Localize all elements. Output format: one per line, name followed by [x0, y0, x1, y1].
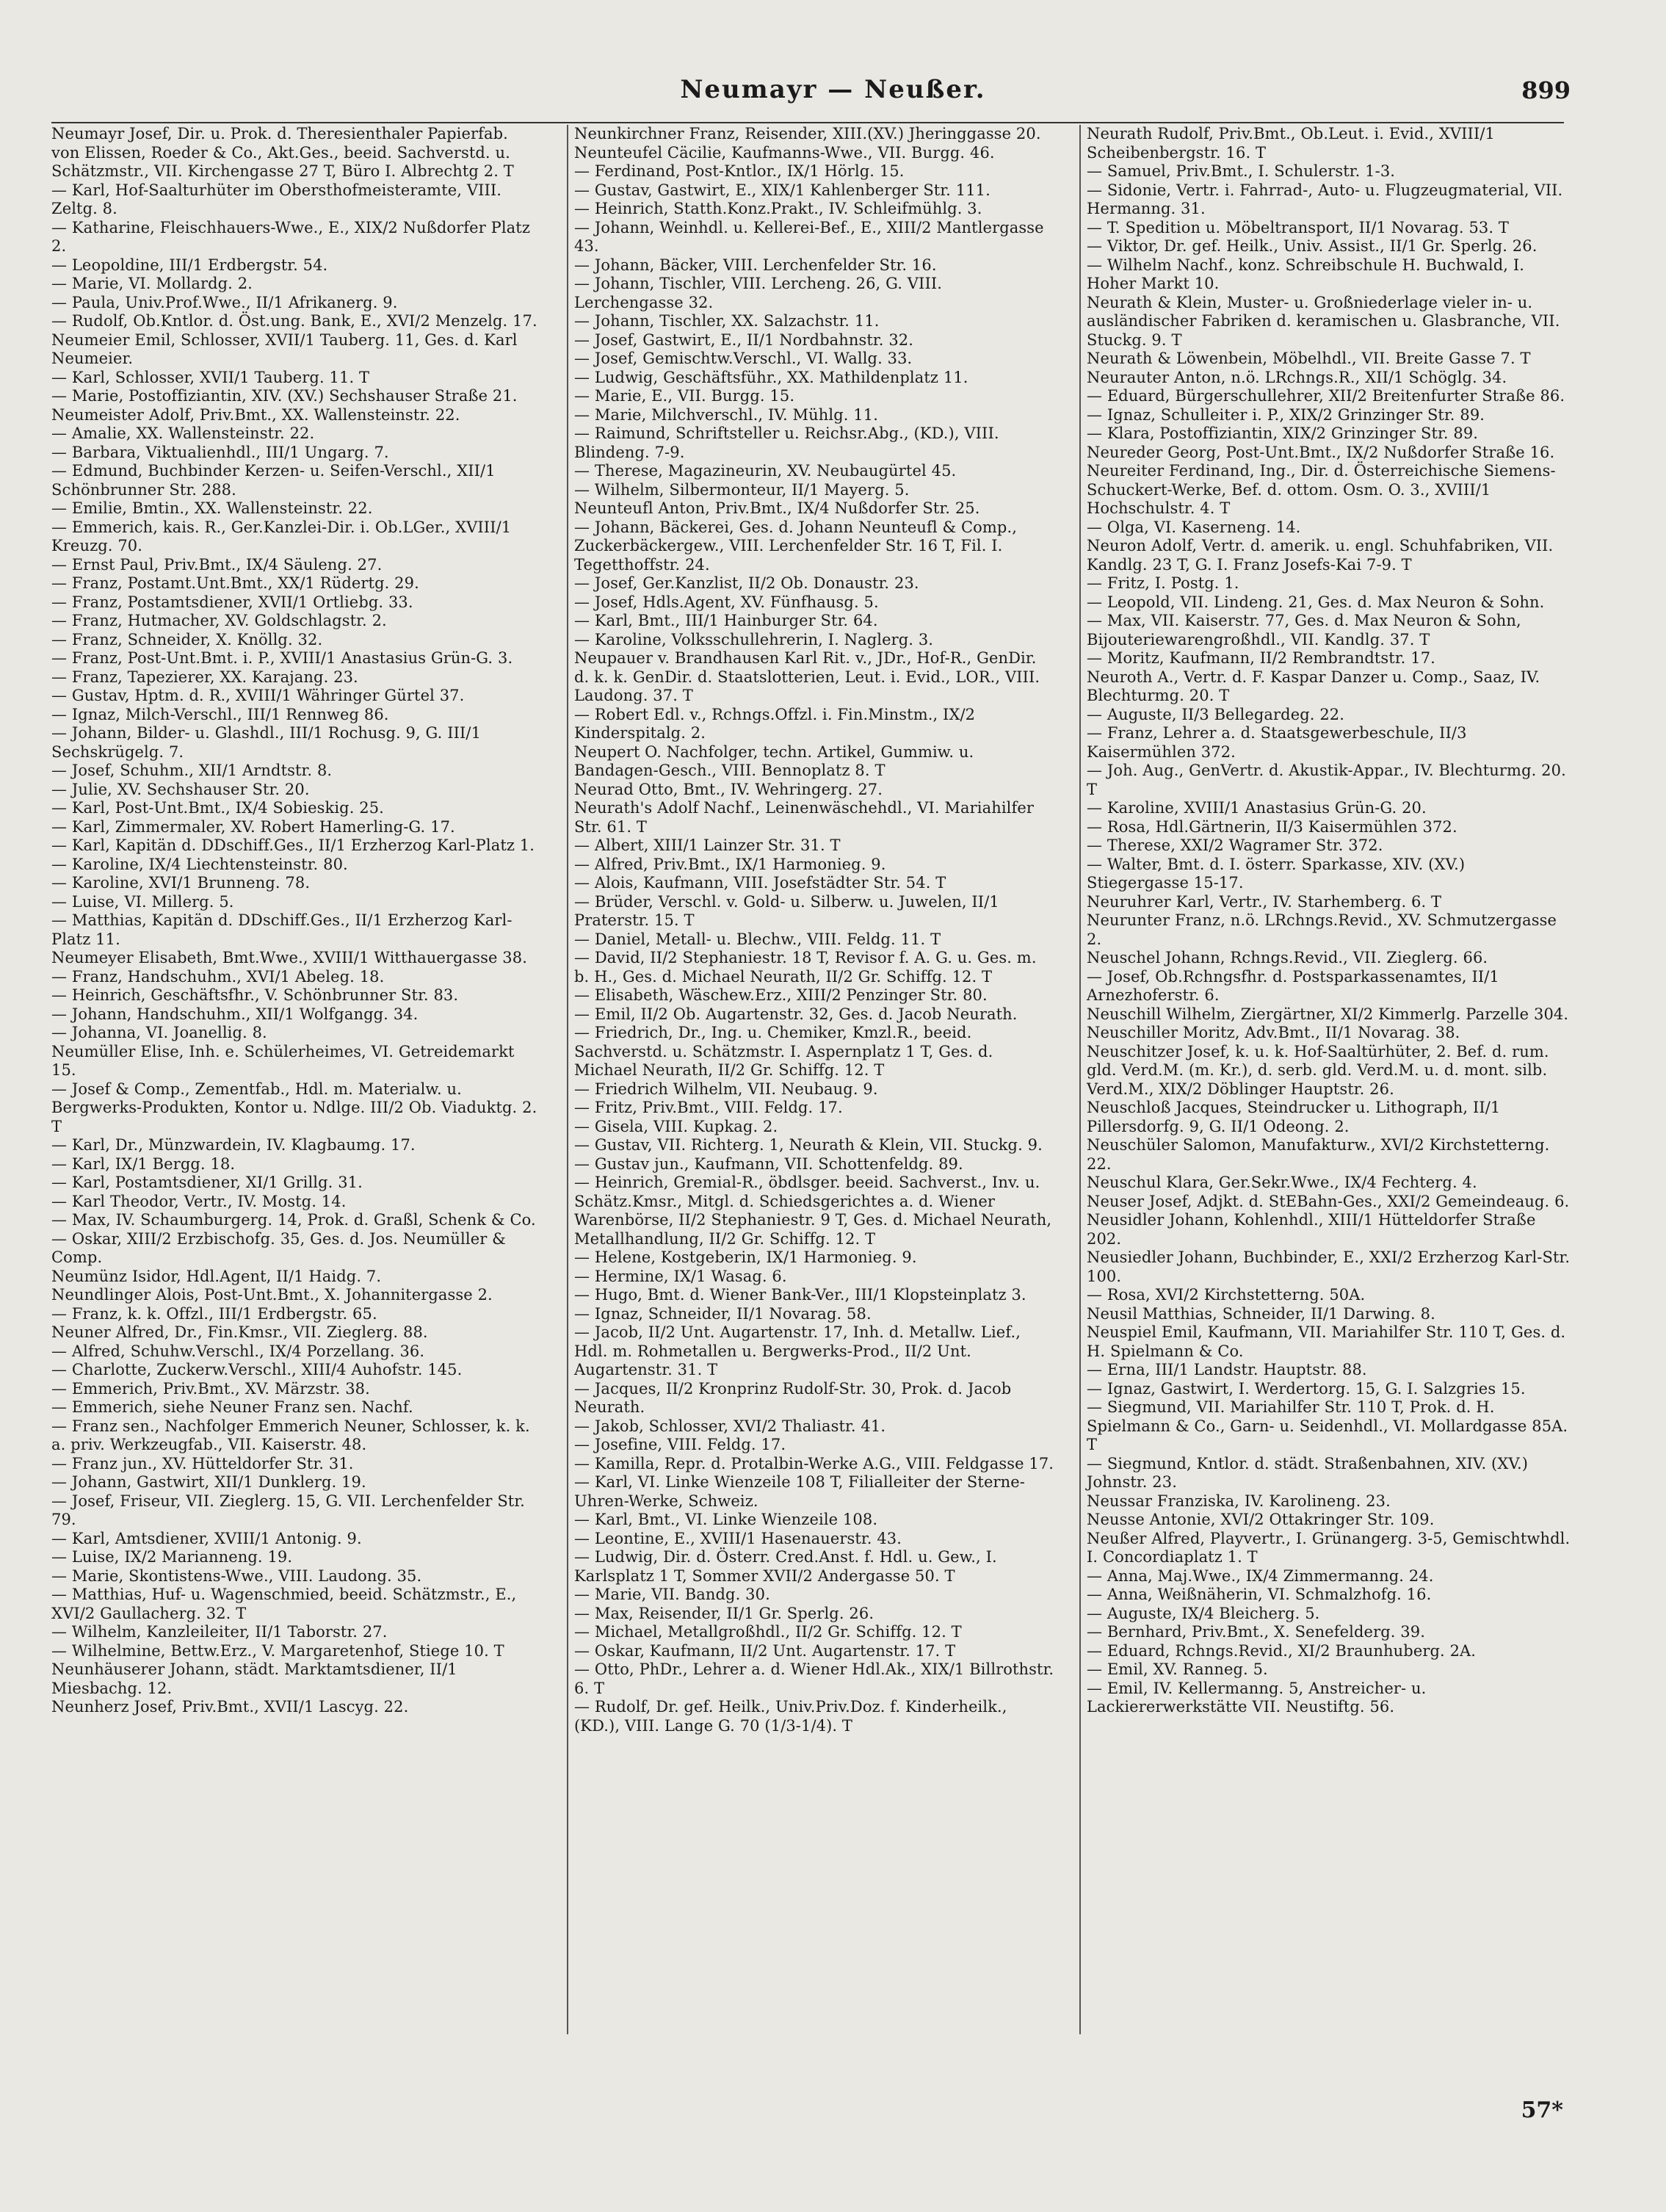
directory-entry: — Matthias, Kapitän d. DDschiff.Ges., II/1 Erzherzog Karl-Platz 11. [51, 911, 513, 948]
directory-entry: Neumayr Josef, Dir. u. Prok. d. Theresienthaler Papierfab. von Elissen, Roeder & Co., Akt.Ges., beeid. Sachverstd. u. Schätzmstr., VII. Kirchengasse 27 T, Büro I. Albrechtg 2. T [51, 125, 514, 180]
directory-entry: — Moritz, Kaufmann, II/2 Rembrandtstr. 17. [1087, 649, 1435, 667]
directory-entry: Neussar Franziska, IV. Karolineng. 23. [1087, 1492, 1391, 1510]
directory-entry: Neumeier Emil, Schlosser, XVII/1 Tauberg. 11, Ges. d. Karl Neumeier. [51, 330, 518, 367]
directory-entry: — Auguste, IX/4 Bleicherg. 5. [1087, 1604, 1320, 1622]
directory-entry: — Franz jun., XV. Hütteldorfer Str. 31. [51, 1454, 354, 1472]
directory-entry: — Julie, XV. Sechshauser Str. 20. [51, 780, 310, 798]
directory-entry: Neusil Matthias, Schneider, II/1 Darwing. 8. [1087, 1304, 1435, 1323]
directory-entry: — Johann, Bilder- u. Glashdl., III/1 Rochusg. 9, G. III/1 Sechskrügelg. 7. [51, 724, 482, 761]
directory-entry: Neurath Rudolf, Priv.Bmt., Ob.Leut. i. Evid., XVIII/1 Scheibenbergstr. 16. T [1087, 125, 1495, 162]
directory-entry: — Siegmund, VII. Mariahilfer Str. 110 T, Prok. d. H. Spielmann & Co., Garn- u. Seidenhdl., VI. Mollardgasse 85A. T [1087, 1398, 1568, 1453]
directory-entry: — Emmerich, kais. R., Ger.Kanzlei-Dir. i. Ob.LGer., XVIII/1 Kreuzg. 70. [51, 518, 512, 554]
directory-entry: — Rosa, Hdl.Gärtnerin, II/3 Kaisermühlen 372. [1087, 817, 1457, 836]
directory-entry: — Karl, IX/1 Bergg. 18. [51, 1154, 236, 1173]
directory-entry: — Oskar, XIII/2 Erzbischofg. 35, Ges. d. Jos. Neumüller & Comp. [51, 1229, 506, 1266]
directory-entry: — Karl, Bmt., VI. Linke Wienzeile 108. [574, 1511, 878, 1528]
directory-entry: — Paula, Univ.Prof.Wwe., II/1 Afrikanerg. 9. [51, 293, 398, 311]
directory-entry: — Ludwig, Dir. d. Österr. Cred.Anst. f. Hdl. u. Gew., I. Karlsplatz 1 T, Sommer XVII/2 Andergasse 50. T [574, 1548, 997, 1585]
directory-entry: — Ignaz, Schneider, II/1 Novarag. 58. [574, 1304, 872, 1323]
directory-entry: — David, II/2 Stephaniestr. 18 T, Revisor f. A. G. u. Ges. m. b. H., Ges. d. Michael Neurath, II/2 Gr. Schiffg. 12. T [574, 949, 1037, 986]
column-2 [567, 125, 1056, 2034]
directory-columns [51, 125, 1571, 2034]
directory-entry: — Klara, Postoffiziantin, XIX/2 Grinzinger Str. 89. [1087, 424, 1479, 442]
directory-entry: — Sidonie, Vertr. i. Fahrrad-, Auto- u. Flugzeugmaterial, VII. Hermanng. 31. [1087, 181, 1563, 217]
directory-entry: — Wilhelmine, Bettw.Erz., V. Margaretenhof, Stiege 10. T [51, 1641, 504, 1660]
directory-entry: — Leontine, E., XVIII/1 Hasenauerstr. 43. [574, 1529, 902, 1547]
directory-entry: Neußer Alfred, Playvertr., I. Grünangerg. 3-5, Gemischtwhdl. I. Concordiaplatz 1. T [1087, 1529, 1571, 1566]
directory-entry: — Johann, Bäckerei, Ges. d. Johann Neunteufl & Comp., Zuckerbäckergew., VIII. Lerchenfelder Str. 16 T, Fil. I. Tegetthoffstr. 24. [574, 518, 1018, 574]
directory-entry: — Johann, Tischler, XX. Salzachstr. 11. [574, 312, 880, 330]
directory-entry: Neurad Otto, Bmt., IV. Wehringerg. 27. [574, 780, 883, 798]
directory-entry: — Max, VII. Kaiserstr. 77, Ges. d. Max Neuron & Sohn, Bijouteriewarengroßhdl., VII. Kandlg. 37. T [1087, 612, 1521, 648]
directory-entry: — Heinrich, Gremial-R., öbdlsger. beeid. Sachverst., Inv. u. Schätz.Kmsr., Mitgl. d. Schiedsgerichtes a. d. Wiener Warenbörse, II/2 Stephaniestr. 9 T, Ges. d. Michael Neurath, Metallhandlung, II/2 Gr. Schiffg. 12. T [574, 1174, 1052, 1248]
directory-entry: Neusiedler Johann, Buchbinder, E., XXI/2 Erzherzog Karl-Str. 100. [1087, 1248, 1571, 1285]
page-header [0, 68, 1666, 112]
directory-entry: — Karl, Amtsdiener, XVIII/1 Antonig. 9. [51, 1529, 362, 1547]
directory-entry: — Fritz, I. Postg. 1. [1087, 574, 1239, 592]
directory-entry: — Hugo, Bmt. d. Wiener Bank-Ver., III/1 Klopsteinplatz 3. [574, 1286, 1026, 1304]
directory-entry: — Jakob, Schlosser, XVI/2 Thaliastr. 41. [574, 1417, 886, 1435]
directory-entry: — Emmerich, Priv.Bmt., XV. Märzstr. 38. [51, 1379, 370, 1398]
directory-entry: — Gustav, Gastwirt, E., XIX/1 Kahlenberger Str. 111. [574, 181, 990, 199]
directory-entry: — Franz, Hutmacher, XV. Goldschlagstr. 2. [51, 612, 387, 629]
directory-entry: — Wilhelm, Kanzleileiter, II/1 Taborstr. 27. [51, 1623, 388, 1641]
directory-entry: Neuner Alfred, Dr., Fin.Kmsr., VII. Zieglerg. 88. [51, 1323, 428, 1341]
directory-entry: — Kamilla, Repr. d. Protalbin-Werke A.G., VIII. Feldgasse 17. [574, 1454, 1054, 1472]
directory-entry: — Ferdinand, Post-Kntlor., IX/1 Hörlg. 15. [574, 162, 905, 180]
directory-entry: — Franz, Postamt.Unt.Bmt., XX/1 Rüdertg. 29. [51, 574, 419, 592]
directory-entry: — Otto, PhDr., Lehrer a. d. Wiener Hdl.Ak., XIX/1 Billrothstr. 6. T [574, 1660, 1054, 1697]
directory-entry: — Daniel, Metall- u. Blechw., VIII. Feldg. 11. T [574, 930, 941, 948]
directory-entry: Neusidler Johann, Kohlenhdl., XIII/1 Hütteldorfer Straße 202. [1087, 1211, 1536, 1248]
directory-entry: — Emil, II/2 Ob. Augartenstr. 32, Ges. d. Jacob Neurath. [574, 1005, 1018, 1023]
directory-entry: — Emmerich, siehe Neuner Franz sen. Nachf. [51, 1398, 413, 1416]
directory-entry: Neunteufl Anton, Priv.Bmt., IX/4 Nußdorfer Str. 25. [574, 499, 980, 517]
directory-entry: — Karl, Hof-Saalturhüter im Obersthofmeisteramte, VIII. Zeltg. 8. [51, 181, 502, 217]
directory-entry: — Josef, Ob.Rchngsfhr. d. Postsparkassenamtes, II/1 Arnezhoferstr. 6. [1087, 967, 1499, 1004]
directory-entry: — Karl, Zimmermaler, XV. Robert Hamerling-G. 17. [51, 817, 455, 836]
directory-entry: — Emilie, Bmtin., XX. Wallensteinstr. 22. [51, 499, 373, 517]
directory-entry: — Elisabeth, Wäschew.Erz., XIII/2 Penzinger Str. 80. [574, 986, 988, 1004]
directory-entry: Neumüller Elise, Inh. e. Schülerheimes, VI. Getreidemarkt 15. [51, 1042, 515, 1079]
directory-entry: — Samuel, Priv.Bmt., I. Schulerstr. 1-3. [1087, 162, 1396, 180]
directory-entry: — Max, IV. Schaumburgerg. 14, Prok. d. Graßl, Schenk & Co. [51, 1211, 536, 1229]
directory-entry: Neuschul Klara, Ger.Sekr.Wwe., IX/4 Fechterg. 4. [1087, 1174, 1477, 1191]
directory-entry: — Therese, Magazineurin, XV. Neubaugürtel 45. [574, 462, 957, 480]
directory-entry: — Albert, XIII/1 Lainzer Str. 31. T [574, 836, 841, 854]
page-title: Neumayr — Neußer. [680, 75, 986, 104]
directory-entry: Neurath & Löwenbein, Möbelhdl., VII. Breite Gasse 7. T [1087, 350, 1531, 367]
directory-entry: — Gisela, VIII. Kupkag. 2. [574, 1117, 778, 1135]
directory-entry: Neunkirchner Franz, Reisender, XIII.(XV.) Jheringgasse 20. [574, 125, 1041, 142]
directory-entry: — Karl, Dr., Münzwardein, IV. Klagbaumg. 17. [51, 1136, 416, 1154]
directory-entry: — Ernst Paul, Priv.Bmt., IX/4 Säuleng. 27. [51, 555, 383, 574]
directory-entry: — Gustav, VII. Richterg. 1, Neurath & Klein, VII. Stuckg. 9. [574, 1136, 1043, 1154]
directory-entry: — Hermine, IX/1 Wasag. 6. [574, 1267, 787, 1285]
directory-entry: — Wilhelm Nachf., konz. Schreibschule H. Buchwald, I. Hoher Markt 10. [1087, 256, 1525, 292]
directory-entry: Neuroth A., Vertr. d. F. Kaspar Danzer u. Comp., Saaz, IV. Blechturmg. 20. T [1087, 668, 1540, 704]
directory-entry: Neupert O. Nachfolger, techn. Artikel, Gummiw. u. Bandagen-Gesch., VIII. Bennoplatz 8. T [574, 742, 974, 779]
directory-entry: — Karl, Bmt., III/1 Hainburger Str. 64. [574, 612, 878, 629]
directory-entry: — Fritz, Priv.Bmt., VIII. Feldg. 17. [574, 1099, 843, 1116]
directory-entry: — Robert Edl. v., Rchngs.Offzl. i. Fin.Minstm., IX/2 Kinderspitalg. 2. [574, 705, 976, 742]
directory-entry: Neunhäuserer Johann, städt. Marktamtsdiener, II/1 Miesbachg. 12. [51, 1660, 457, 1697]
directory-entry: — Barbara, Viktualienhdl., III/1 Ungarg. 7. [51, 443, 389, 461]
header-rule [51, 122, 1564, 123]
directory-entry: Neuruhrer Karl, Vertr., IV. Starhemberg. 6. T [1087, 892, 1442, 911]
directory-entry: — Franz, Post-Unt.Bmt. i. P., XVIII/1 Anastasius Grün-G. 3. [51, 649, 513, 667]
directory-entry: — Marie, Milchverschl., IV. Mühlg. 11. [574, 405, 878, 424]
directory-entry: — Franz, Handschuhm., XVI/1 Abeleg. 18. [51, 967, 385, 986]
directory-entry: — Marie, Skontistens-Wwe., VIII. Laudong. 35. [51, 1566, 422, 1585]
directory-entry: — Marie, VI. Mollardg. 2. [51, 275, 253, 292]
directory-entry: — Josef, Schuhm., XII/1 Arndtstr. 8. [51, 762, 333, 779]
directory-entry: — Rudolf, Ob.Kntlor. d. Öst.ung. Bank, E., XVI/2 Menzelg. 17. [51, 312, 537, 330]
directory-entry: — Alois, Kaufmann, VIII. Josefstädter Str. 54. T [574, 874, 946, 892]
directory-entry: — Karl, Post-Unt.Bmt., IX/4 Sobieskig. 25. [51, 799, 384, 817]
directory-entry: — Joh. Aug., GenVertr. d. Akustik-Appar., IV. Blechturmg. 20. T [1087, 762, 1566, 798]
directory-entry: Neundlinger Alois, Post-Unt.Bmt., X. Johannitergasse 2. [51, 1286, 493, 1304]
sheet-signature: 57* [1521, 2097, 1563, 2123]
directory-entry: — Johanna, VI. Joanellig. 8. [51, 1024, 267, 1041]
directory-entry: — Franz, Lehrer a. d. Staatsgewerbeschule, II/3 Kaisermühlen 372. [1087, 724, 1467, 761]
directory-entry: — Alfred, Schuhw.Verschl., IX/4 Porzellang. 36. [51, 1342, 425, 1360]
directory-entry: — Karl, Postamtsdiener, XI/1 Grillg. 31. [51, 1174, 363, 1191]
directory-entry: Neurunter Franz, n.ö. LRchngs.Revid., XV. Schmutzergasse 2. [1087, 911, 1557, 948]
directory-entry: — Gustav, Hptm. d. R., XVIII/1 Währinger Gürtel 37. [51, 687, 465, 704]
directory-entry: Neuschel Johann, Rchngs.Revid., VII. Zieglerg. 66. [1087, 949, 1488, 966]
directory-entry: — Marie, Postoffiziantin, XIV. (XV.) Sechshauser Straße 21. [51, 387, 518, 405]
directory-entry: — Matthias, Huf- u. Wagenschmied, beeid. Schätzmstr., E., XVI/2 Gaullacherg. 32. T [51, 1586, 517, 1622]
directory-entry: — Eduard, Rchngs.Revid., XI/2 Braunhuberg. 2A. [1087, 1641, 1477, 1660]
directory-entry: — Heinrich, Statth.Konz.Prakt., IV. Schleifmühlg. 3. [574, 200, 982, 217]
directory-entry: — Leopold, VII. Lindeng. 21, Ges. d. Max Neuron & Sohn. [1087, 593, 1545, 611]
directory-entry: — Bernhard, Priv.Bmt., X. Senefelderg. 39. [1087, 1623, 1426, 1641]
directory-entry: — Ignaz, Milch-Verschl., III/1 Rennweg 86. [51, 705, 389, 723]
directory-entry: — Karl Theodor, Vertr., IV. Mostg. 14. [51, 1192, 347, 1210]
directory-entry: — Gustav jun., Kaufmann, VII. Schottenfeldg. 89. [574, 1154, 963, 1173]
directory-entry: — Johann, Handschuhm., XII/1 Wolfgangg. 34. [51, 1005, 419, 1023]
directory-entry: — Leopoldine, III/1 Erdbergstr. 54. [51, 256, 328, 274]
directory-entry: — Ignaz, Gastwirt, I. Werdertorg. 15, G. I. Salzgries 15. [1087, 1379, 1526, 1398]
column-3 [1079, 125, 1571, 2034]
directory-entry: — Michael, Metallgroßhdl., II/2 Gr. Schiffg. 12. T [574, 1623, 962, 1641]
directory-entry: Neuser Josef, Adjkt. d. StEBahn-Ges., XXI/2 Gemeindeaug. 6. [1087, 1192, 1570, 1210]
directory-entry: — Franz, Postamtsdiener, XVII/1 Ortliebg. 33. [51, 593, 413, 611]
directory-entry: — Edmund, Buchbinder Kerzen- u. Seifen-Verschl., XII/1 Schönbrunner Str. 288. [51, 462, 496, 499]
directory-entry: — Therese, XXI/2 Wagramer Str. 372. [1087, 836, 1383, 854]
directory-entry: Neumeyer Elisabeth, Bmt.Wwe., XVIII/1 Witthauergasse 38. [51, 949, 527, 966]
directory-entry: Neunherz Josef, Priv.Bmt., XVII/1 Lascyg. 22. [51, 1698, 409, 1716]
directory-entry: Neurauter Anton, n.ö. LRchngs.R., XII/1 Schöglg. 34. [1087, 368, 1507, 386]
directory-entry: Neuron Adolf, Vertr. d. amerik. u. engl. Schuhfabriken, VII. Kandlg. 23 T, G. I. Franz Josefs-Kai 7-9. T [1087, 537, 1554, 574]
directory-entry: — T. Spedition u. Möbeltransport, II/1 Novarag. 53. T [1087, 218, 1510, 236]
directory-entry: — Alfred, Priv.Bmt., IX/1 Harmonieg. 9. [574, 855, 886, 873]
directory-entry: — Johann, Gastwirt, XII/1 Dunklerg. 19. [51, 1473, 366, 1491]
directory-entry: Neuschiller Moritz, Adv.Bmt., II/1 Novarag. 38. [1087, 1024, 1460, 1041]
directory-entry: Neumünz Isidor, Hdl.Agent, II/1 Haidg. 7. [51, 1267, 382, 1285]
directory-entry: Neuschüler Salomon, Manufakturw., XVI/2 Kirchstetterng. 22. [1087, 1136, 1550, 1173]
directory-entry: — Oskar, Kaufmann, II/2 Unt. Augartenstr. 17. T [574, 1641, 956, 1660]
directory-entry: — Josef, Hdls.Agent, XV. Fünfhausg. 5. [574, 593, 879, 611]
directory-entry: Neuschloß Jacques, Steindrucker u. Lithograph, II/1 Pillersdorfg. 9, G. II/1 Odeong. 2. [1087, 1099, 1501, 1135]
directory-entry: — Marie, E., VII. Burgg. 15. [574, 387, 795, 405]
directory-entry: — Helene, Kostgeberin, IX/1 Harmonieg. 9. [574, 1248, 917, 1266]
directory-entry: — Erna, III/1 Landstr. Hauptstr. 88. [1087, 1361, 1367, 1378]
directory-entry: — Walter, Bmt. d. I. österr. Sparkasse, XIV. (XV.) Stiegergasse 15-17. [1087, 855, 1466, 892]
directory-entry: — Emil, IV. Kellermanng. 5, Anstreicher- u. Lackiererwerkstätte VII. Neustiftg. 56. [1087, 1679, 1427, 1716]
directory-entry: Neumeister Adolf, Priv.Bmt., XX. Wallensteinstr. 22. [51, 405, 460, 424]
directory-entry: — Karoline, XVI/1 Brunneng. 78. [51, 874, 311, 892]
directory-entry: — Karl, VI. Linke Wienzeile 108 T, Filialleiter der Sterne-Uhren-Werke, Schweiz. [574, 1473, 1025, 1510]
directory-entry: — Katharine, Fleischhauers-Wwe., E., XIX/2 Nußdorfer Platz 2. [51, 218, 530, 255]
directory-entry: — Auguste, II/3 Bellegardeg. 22. [1087, 705, 1345, 723]
directory-entry: — Anna, Maj.Wwe., IX/4 Zimmermanng. 24. [1087, 1566, 1434, 1585]
directory-entry: Neureder Georg, Post-Unt.Bmt., IX/2 Nußdorfer Straße 16. [1087, 443, 1555, 461]
directory-entry: — Ignaz, Schulleiter i. P., XIX/2 Grinzinger Str. 89. [1087, 405, 1485, 424]
directory-entry: — Eduard, Bürgerschullehrer, XII/2 Breitenfurter Straße 86. [1087, 387, 1565, 405]
directory-entry: — Ludwig, Geschäftsführ., XX. Mathildenplatz 11. [574, 368, 968, 386]
directory-entry: — Franz, Tapezierer, XX. Karajang. 23. [51, 668, 358, 686]
directory-entry: — Brüder, Verschl. v. Gold- u. Silberw. u. Juwelen, II/1 Praterstr. 15. T [574, 892, 999, 929]
directory-entry: — Karl, Schlosser, XVII/1 Tauberg. 11. T [51, 368, 370, 386]
directory-entry: — Franz sen., Nachfolger Emmerich Neuner, Schlosser, k. k. a. priv. Werkzeugfab., VII. Kaiserstr. 48. [51, 1417, 530, 1453]
directory-entry: — Emil, XV. Ranneg. 5. [1087, 1660, 1268, 1678]
column-1 [51, 125, 539, 2034]
directory-entry: — Friedrich, Dr., Ing. u. Chemiker, Kmzl.R., beeid. Sachverstd. u. Schätzmstr. I. Aspernplatz 1 T, Ges. d. Michael Neurath, II/2 Gr. Schiffg. 12. T [574, 1024, 993, 1079]
page-number: 899 [1521, 76, 1571, 104]
directory-entry: — Johann, Tischler, VIII. Lercheng. 26, G. VIII. Lerchengasse 32. [574, 275, 943, 311]
directory-entry: — Josefine, VIII. Feldg. 17. [574, 1436, 786, 1453]
directory-entry: — Karoline, IX/4 Liechtensteinstr. 80. [51, 855, 348, 873]
directory-entry: — Max, Reisender, II/1 Gr. Sperlg. 26. [574, 1604, 874, 1622]
directory-entry: Neupauer v. Brandhausen Karl Rit. v., JDr., Hof-R., GenDir. d. k. k. GenDir. d. Staatslotterien, Leut. i. Evid., LOR., VIII. Laudong. 37. T [574, 649, 1040, 704]
directory-entry: — Amalie, XX. Wallensteinstr. 22. [51, 424, 315, 442]
directory-entry: — Viktor, Dr. gef. Heilk., Univ. Assist., II/1 Gr. Sperlg. 26. [1087, 237, 1538, 255]
directory-entry: — Luise, IX/2 Marianneng. 19. [51, 1548, 293, 1566]
directory-entry: — Charlotte, Zuckerw.Verschl., XIII/4 Auhofstr. 145. [51, 1361, 463, 1378]
directory-entry: — Johann, Bäcker, VIII. Lerchenfelder Str. 16. [574, 256, 937, 274]
directory-entry: — Franz, k. k. Offzl., III/1 Erdbergstr. 65. [51, 1304, 377, 1323]
directory-entry: — Siegmund, Kntlor. d. städt. Straßenbahnen, XIV. (XV.) Johnstr. 23. [1087, 1454, 1529, 1491]
directory-entry: — Raimund, Schriftsteller u. Reichsr.Abg., (KD.), VIII. Blindeng. 7-9. [574, 424, 999, 461]
directory-entry: — Karoline, Volksschullehrerin, I. Naglerg. 3. [574, 630, 934, 648]
directory-entry: — Rudolf, Dr. gef. Heilk., Univ.Priv.Doz. f. Kinderheilk., (KD.), VIII. Lange G. 70 (1/3-1/4). T [574, 1698, 1007, 1735]
directory-entry: — Josef, Gastwirt, E., II/1 Nordbahnstr. 32. [574, 330, 914, 349]
directory-entry: — Rosa, XVI/2 Kirchstetterng. 50A. [1087, 1286, 1366, 1304]
directory-entry: — Anna, Weißnäherin, VI. Schmalzhofg. 16. [1087, 1586, 1432, 1603]
directory-entry: — Marie, VII. Bandg. 30. [574, 1586, 770, 1603]
directory-entry: Neurath's Adolf Nachf., Leinenwäschehdl., VI. Mariahilfer Str. 61. T [574, 799, 1034, 836]
directory-entry: Neuschill Wilhelm, Ziergärtner, XI/2 Kimmerlg. Parzelle 304. [1087, 1005, 1569, 1023]
directory-entry: Neurath & Klein, Muster- u. Großniederlage vieler in- u. ausländischer Fabriken d. keramischen u. Glasbranche, VII. Stuckg. 9. T [1087, 293, 1560, 349]
directory-entry: Neureiter Ferdinand, Ing., Dir. d. Österreichische Siemens-Schuckert-Werke, Bef. d. ottom. Osm. O. 3., XVIII/1 Hochschulstr. 4. T [1087, 462, 1556, 517]
directory-entry: — Olga, VI. Kaserneng. 14. [1087, 518, 1301, 536]
directory-entry: — Friedrich Wilhelm, VII. Neubaug. 9. [574, 1080, 878, 1098]
directory-entry: — Johann, Weinhdl. u. Kellerei-Bef., E., XIII/2 Mantlergasse 43. [574, 218, 1044, 255]
directory-entry: Neuschitzer Josef, k. u. k. Hof-Saaltürhüter, 2. Bef. d. rum. gld. Verd.M. (m. Kr.), d. serb. gld. Verd.M. u. d. mont. silb. Verd.M., XIX/2 Döblinger Hauptstr. 26. [1087, 1042, 1549, 1098]
directory-entry: — Josef, Friseur, VII. Zieglerg. 15, G. VII. Lerchenfelder Str. 79. [51, 1492, 525, 1528]
directory-entry: — Jacques, II/2 Kronprinz Rudolf-Str. 30, Prok. d. Jacob Neurath. [574, 1379, 1012, 1416]
directory-entry: Neuspiel Emil, Kaufmann, VII. Mariahilfer Str. 110 T, Ges. d. H. Spielmann & Co. [1087, 1323, 1566, 1360]
directory-entry: — Josef, Ger.Kanzlist, II/2 Ob. Donaustr. 23. [574, 574, 919, 592]
directory-entry: — Heinrich, Geschäftsfhr., V. Schönbrunner Str. 83. [51, 986, 459, 1004]
directory-entry: — Josef, Gemischtw.Verschl., VI. Wallg. 33. [574, 350, 913, 367]
directory-entry: Neusse Antonie, XVI/2 Ottakringer Str. 109. [1087, 1511, 1435, 1528]
directory-entry: — Franz, Schneider, X. Knöllg. 32. [51, 630, 323, 648]
directory-entry: — Jacob, II/2 Unt. Augartenstr. 17, Inh. d. Metallw. Lief., Hdl. m. Rohmetallen u. Bergwerks-Prod., II/2 Unt. Augartenstr. 31. T [574, 1323, 1021, 1378]
directory-entry: — Josef & Comp., Zementfab., Hdl. m. Materialw. u. Bergwerks-Produkten, Kontor u. Ndlge. III/2 Ob. Viaduktg. 2. T [51, 1080, 537, 1135]
directory-entry: Neunteufel Cäcilie, Kaufmanns-Wwe., VII. Burgg. 46. [574, 143, 995, 162]
directory-entry: — Luise, VI. Millerg. 5. [51, 892, 234, 911]
directory-entry: — Karoline, XVIII/1 Anastasius Grün-G. 20. [1087, 799, 1427, 817]
directory-entry: — Karl, Kapitän d. DDschiff.Ges., II/1 Erzherzog Karl-Platz 1. [51, 836, 535, 854]
directory-entry: — Wilhelm, Silbermonteur, II/1 Mayerg. 5. [574, 480, 910, 499]
